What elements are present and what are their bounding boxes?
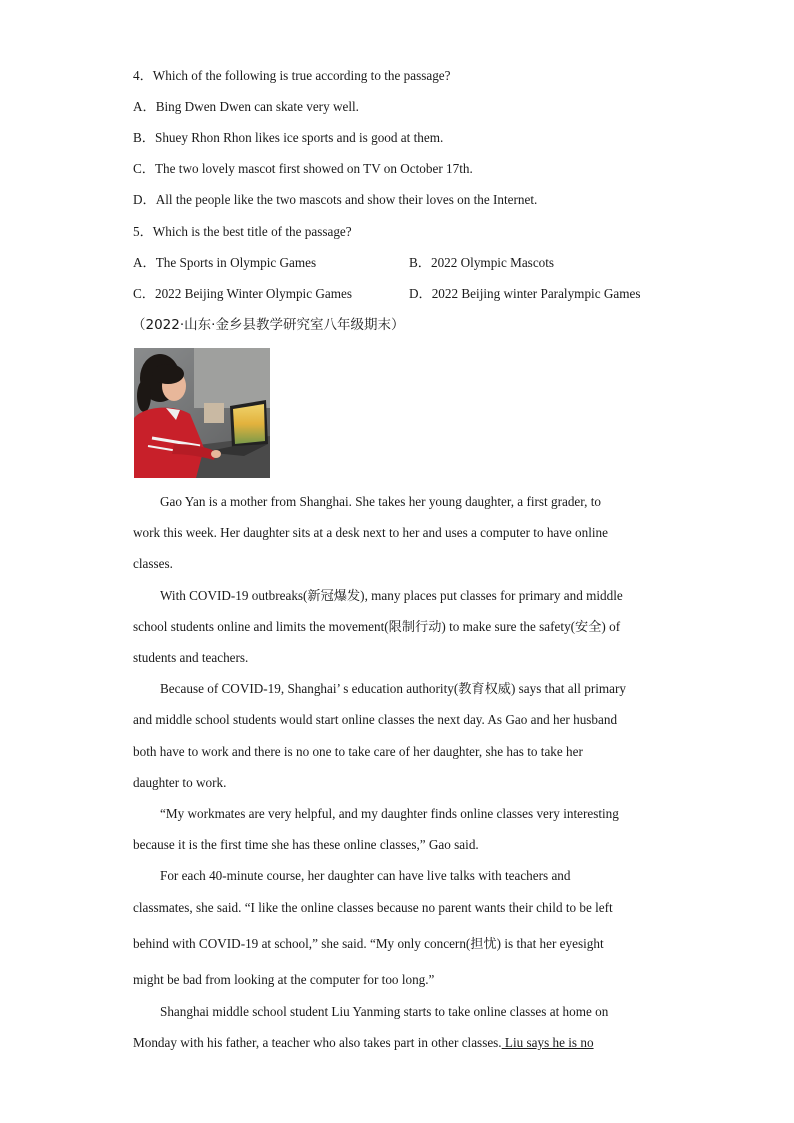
question-4-option-d: D．All the people like the two mascots and show their loves on the Internet. <box>133 192 538 207</box>
source-note: （2022·山东·金乡县教学研究室八年级期末） <box>132 317 405 333</box>
passage-line-2: work this week. Her daughter sits at a desk next to her and uses a computer to have online <box>133 525 608 540</box>
question-5-option-b: B．2022 Olympic Mascots <box>409 255 555 270</box>
girl-at-laptop-image <box>134 348 270 478</box>
question-4-option-b: B．Shuey Rhon Rhon likes ice sports and is good at them. <box>133 130 444 145</box>
passage-line-3: classes. <box>133 556 173 571</box>
passage-line-15: behind with COVID-19 at school,” she said. “My only concern(担忧) is that her eyesight <box>133 936 604 951</box>
passage-line-14: classmates, she said. “I like the online classes because no parent wants their child to be left <box>133 900 613 915</box>
passage-photo <box>134 348 270 478</box>
passage-line-9: both have to work and there is no one to take care of her daughter, she has to take her <box>133 744 583 759</box>
question-4-stem: 4．Which of the following is true according to the passage? <box>133 68 451 83</box>
passage-line-13: For each 40-minute course, her daughter can have live talks with teachers and <box>160 868 571 883</box>
passage-line-4: With COVID-19 outbreaks(新冠爆发), many places put classes for primary and middle <box>160 588 623 603</box>
passage-line-8: and middle school students would start online classes the next day. As Gao and her husband <box>133 712 618 727</box>
underlined-sentence: Liu says he is no <box>501 1035 594 1050</box>
passage-line-10: daughter to work. <box>133 775 227 790</box>
question-5-option-a: A．The Sports in Olympic Games <box>133 255 317 270</box>
passage-line-6: students and teachers. <box>133 650 249 665</box>
question-5-option-d: D．2022 Beijing winter Paralympic Games <box>409 286 641 301</box>
passage-line-5: school students online and limits the movement(限制行动) to make sure the safety(安全) of <box>133 619 621 634</box>
question-4-option-c: C．The two lovely mascot first showed on TV on October 17th. <box>133 161 473 176</box>
passage-line-17: Shanghai middle school student Liu Yanming starts to take online classes at home on <box>160 1004 609 1019</box>
question-4-option-a: A．Bing Dwen Dwen can skate very well. <box>133 99 359 114</box>
passage-line-16: might be bad from looking at the computer for too long.” <box>133 972 435 987</box>
passage-line-12: because it is the first time she has these online classes,” Gao said. <box>133 837 479 852</box>
question-5-option-c: C．2022 Beijing Winter Olympic Games <box>133 286 352 301</box>
question-5-stem: 5．Which is the best title of the passage? <box>133 224 352 239</box>
passage-line-18 <box>133 1034 594 1052</box>
passage-line-18-text: Monday with his father, a teacher who also takes part in other classes. <box>133 1035 502 1050</box>
passage-line-1: Gao Yan is a mother from Shanghai. She takes her young daughter, a first grader, to <box>160 494 601 509</box>
passage-line-11: “My workmates are very helpful, and my daughter finds online classes very interesting <box>160 806 619 821</box>
passage-line-7: Because of COVID-19, Shanghai’ s education authority(教育权威) says that all primary <box>160 681 626 696</box>
